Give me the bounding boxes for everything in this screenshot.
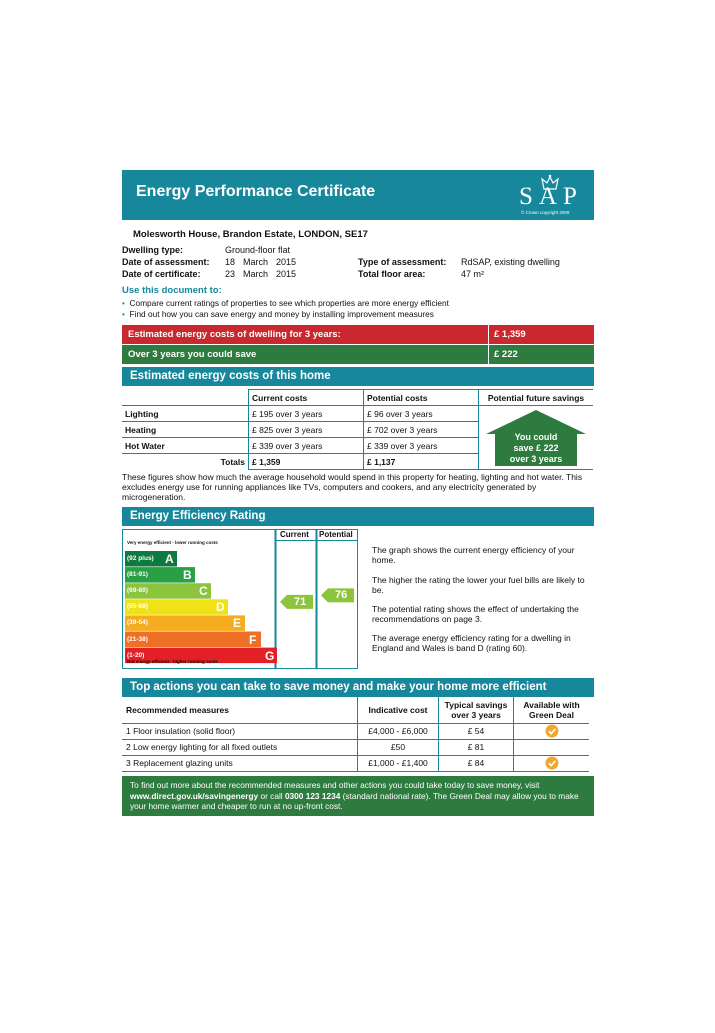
green-deal-cell xyxy=(514,723,590,739)
green-deal-cell xyxy=(514,755,590,771)
type-assessment-label: Type of assessment: xyxy=(358,257,447,267)
sap-logo xyxy=(517,173,589,217)
bullet-icon: • xyxy=(122,309,125,319)
savings-line-3: over 3 years xyxy=(509,454,563,464)
actions-header-green-deal: Available with Green Deal xyxy=(514,697,590,723)
footer-link[interactable]: www.direct.gov.uk/savingenergy xyxy=(130,790,259,801)
eer-graph-svg xyxy=(122,529,358,669)
savings-line-1: You could xyxy=(514,432,558,442)
property-address: Molesworth House, Brandon Estate, LONDON, SE17 xyxy=(133,229,368,240)
floor-area-value: 47 m² xyxy=(461,269,485,279)
savings-line-2: save £ 222 xyxy=(513,443,559,453)
row-potential: £ 702 over 3 years xyxy=(364,422,479,438)
costs-header-potential: Potential costs xyxy=(364,390,479,406)
date-certificate-month: March xyxy=(243,269,269,279)
bullet-icon: • xyxy=(122,298,125,308)
savings-cell xyxy=(479,406,594,470)
date-certificate-day: 23 xyxy=(225,269,236,279)
totals-label: Totals xyxy=(122,454,249,470)
savings-bar xyxy=(122,345,594,364)
eer-bottom-label: Not energy efficient - higher running costs xyxy=(127,659,218,664)
measure-name: 1 Floor insulation (solid floor) xyxy=(122,723,358,739)
type-assessment-value: RdSAP, existing dwelling xyxy=(461,257,560,267)
costs-header-row xyxy=(122,390,593,406)
eer-graph xyxy=(122,529,358,669)
measure-savings: £ 54 xyxy=(439,723,514,739)
table-row xyxy=(122,739,589,755)
costs-header-empty xyxy=(122,390,249,406)
green-deal-cell xyxy=(514,739,590,755)
costs-section-header xyxy=(122,367,594,386)
table-row xyxy=(122,755,589,771)
eer-paragraph-4: The average energy efficiency rating for a dwelling in England and Wales is band D (rating 60). xyxy=(372,633,571,653)
potential-rating-text: 76 xyxy=(335,589,348,602)
estimated-cost-value: £ 1,359 xyxy=(494,329,526,340)
estimated-cost-label: Estimated energy costs of dwelling for 3 years: xyxy=(128,329,341,340)
footer-text-middle: or call xyxy=(258,790,285,801)
actions-section-title: Top actions you can take to save money and make your home more efficient xyxy=(130,681,547,693)
eer-band-range: (21-38) xyxy=(127,635,148,643)
actions-header-savings: Typical savings over 3 years xyxy=(439,697,514,723)
certificate-title: Energy Performance Certificate xyxy=(136,183,376,200)
eer-band-range: (39-54) xyxy=(127,619,148,627)
date-assessment-year: 2015 xyxy=(276,257,297,267)
eer-top-label: Very energy efficient - lower running costs xyxy=(127,540,218,545)
estimated-cost-bar xyxy=(122,325,594,344)
eer-paragraph-1: The graph shows the current energy efficiency of your home. xyxy=(372,545,575,565)
eer-section-title: Energy Efficiency Rating xyxy=(130,510,266,522)
eer-band-range: (69-80) xyxy=(127,587,148,595)
savings-callout xyxy=(479,432,593,465)
costs-header-current: Current costs xyxy=(249,390,364,406)
measure-name: 2 Low energy lighting for all fixed outlets xyxy=(122,739,358,755)
actions-table xyxy=(122,697,589,772)
date-assessment-label: Date of assessment: xyxy=(122,257,210,267)
savings-value: £ 222 xyxy=(494,349,518,360)
eer-band-letter: F xyxy=(249,632,257,647)
table-row xyxy=(122,723,589,739)
sap-copyright: © Crown copyright 2009 xyxy=(521,210,570,215)
eer-band-range: (81-91) xyxy=(127,571,148,579)
bar-divider xyxy=(488,325,489,344)
eer-col-current: Current xyxy=(280,530,309,539)
row-current: £ 339 over 3 years xyxy=(249,438,364,454)
costs-note: These figures show how much the average household would spend in this property for heating, lighting and hot water. This excludes energy use for running appliances like TVs, computers and cookers, and any electricity generated by microgeneration. xyxy=(122,472,583,502)
row-potential: £ 96 over 3 years xyxy=(364,406,479,422)
costs-table xyxy=(122,389,593,470)
green-deal-tick-icon xyxy=(545,724,559,738)
costs-section-title: Estimated energy costs of this home xyxy=(130,370,331,382)
row-label: Hot Water xyxy=(122,438,249,454)
date-assessment-day: 18 xyxy=(225,257,236,267)
dwelling-type-label: Dwelling type: xyxy=(122,245,184,255)
use-document-title: Use this document to: xyxy=(122,285,222,296)
footer-text-after: (standard national rate). The Green Deal may allow you to make your home warmer and cheaper to run at no up-front cost. xyxy=(130,790,579,811)
totals-current: £ 1,359 xyxy=(249,454,364,470)
use-bullet-2 xyxy=(122,309,434,319)
row-label: Heating xyxy=(122,422,249,438)
use-bullet-text: Compare current ratings of properties to see which properties are more energy efficient xyxy=(129,298,449,308)
eer-paragraph-2: The higher the rating the lower your fuel bills are likely to be. xyxy=(372,575,585,595)
current-rating-text: 71 xyxy=(294,595,307,608)
footer-text-before: To find out more about the recommended measures and other actions you could take today to save money, visit xyxy=(130,780,540,790)
footer-info xyxy=(122,776,594,816)
savings-label: Over 3 years you could save xyxy=(128,349,257,360)
eer-col-potential: Potential xyxy=(319,530,353,539)
eer-section-header xyxy=(122,507,594,526)
sap-logo-text: SAP xyxy=(519,183,583,210)
eer-band-letter: G xyxy=(265,648,275,663)
date-certificate-label: Date of certificate: xyxy=(122,269,201,279)
measure-savings: £ 84 xyxy=(439,755,514,771)
eer-band-letter: B xyxy=(183,568,192,583)
measure-cost: £4,000 - £6,000 xyxy=(358,723,439,739)
green-deal-tick-icon xyxy=(545,756,559,770)
footer-phone: 0300 123 1234 xyxy=(284,790,341,801)
eer-band-letter: C xyxy=(199,584,208,599)
eer-band-letter: E xyxy=(233,616,242,631)
date-certificate-year: 2015 xyxy=(276,269,297,279)
table-row xyxy=(122,406,593,422)
costs-header-savings: Potential future savings xyxy=(479,390,594,406)
eer-band-letter: A xyxy=(165,552,174,566)
actions-header-cost: Indicative cost xyxy=(358,697,439,723)
date-assessment-month: March xyxy=(243,257,269,267)
eer-paragraph-3: The potential rating shows the effect of undertaking the recommendations on page 3. xyxy=(372,604,579,624)
use-bullet-text: Find out how you can save energy and money by installing improvement measures xyxy=(129,309,434,319)
floor-area-label: Total floor area: xyxy=(358,269,426,279)
eer-band-range: (1-20) xyxy=(127,651,145,659)
measure-savings: £ 81 xyxy=(439,739,514,755)
row-current: £ 825 over 3 years xyxy=(249,422,364,438)
measure-cost: £1,000 - £1,400 xyxy=(358,755,439,771)
measure-name: 3 Replacement glazing units xyxy=(122,755,358,771)
row-current: £ 195 over 3 years xyxy=(249,406,364,422)
actions-header-measures: Recommended measures xyxy=(122,697,358,723)
actions-section-header xyxy=(122,678,594,697)
eer-band-range: (92 plus) xyxy=(127,555,154,562)
eer-band-letter: D xyxy=(216,600,225,615)
totals-potential: £ 1,137 xyxy=(364,454,479,470)
use-bullet-1 xyxy=(122,298,449,308)
footer-text xyxy=(122,776,594,816)
measure-cost: £50 xyxy=(358,739,439,755)
actions-header-row xyxy=(122,697,589,723)
eer-band-range: (55-68) xyxy=(127,603,148,611)
row-label: Lighting xyxy=(122,406,249,422)
bar-divider xyxy=(488,345,489,364)
dwelling-type-value: Ground-floor flat xyxy=(225,245,291,255)
row-potential: £ 339 over 3 years xyxy=(364,438,479,454)
